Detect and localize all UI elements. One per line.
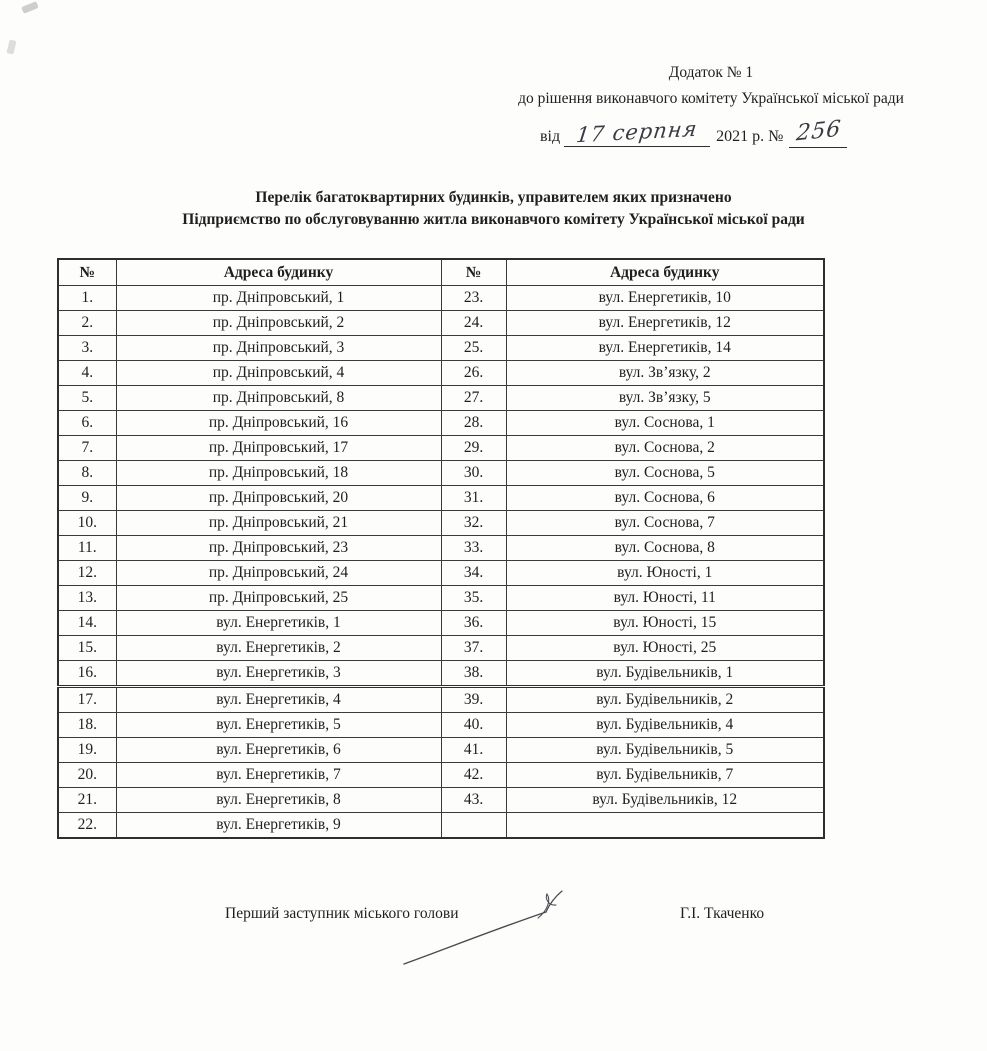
row-number-cell: 11.	[58, 536, 116, 561]
address-cell: вул. Будівельників, 7	[506, 763, 824, 788]
address-cell: вул. Соснова, 7	[506, 511, 824, 536]
table-row	[58, 713, 824, 738]
header-number-col-right: №	[441, 259, 506, 286]
signature-icon	[398, 888, 583, 973]
document-title-line2: Підприємство по обслуговуванню житла виконавчого комітету Української міської ради	[182, 211, 805, 228]
row-number-cell: 32.	[441, 511, 506, 536]
row-number-cell: 40.	[441, 713, 506, 738]
table-row	[58, 636, 824, 661]
row-number-cell: 19.	[58, 738, 116, 763]
row-number-cell: 39.	[441, 687, 506, 713]
row-number-cell: 9.	[58, 486, 116, 511]
address-cell: пр. Дніпровський, 20	[116, 486, 441, 511]
address-cell: вул. Енергетиків, 2	[116, 636, 441, 661]
address-cell: пр. Дніпровський, 8	[116, 386, 441, 411]
row-number-cell: 7.	[58, 436, 116, 461]
row-number-cell: 22.	[58, 813, 116, 839]
row-number-cell: 4.	[58, 361, 116, 386]
row-number-cell: 30.	[441, 461, 506, 486]
row-number-cell: 36.	[441, 611, 506, 636]
signer-position-title: Перший заступник міського голови	[225, 905, 459, 922]
row-number-cell: 17.	[58, 687, 116, 713]
table-row	[58, 738, 824, 763]
address-cell: вул. Енергетиків, 5	[116, 713, 441, 738]
address-cell: вул. Енергетиків, 14	[506, 336, 824, 361]
document-title-line1: Перелік багатоквартирних будинків, управителем яких призначено	[255, 189, 732, 206]
address-cell: пр. Дніпровський, 24	[116, 561, 441, 586]
address-cell: вул. Соснова, 6	[506, 486, 824, 511]
address-cell: вул. Соснова, 8	[506, 536, 824, 561]
scan-artifact-speck	[21, 1, 38, 13]
table-header-row	[58, 259, 824, 286]
header-address-col-right: Адреса будинку	[506, 259, 824, 286]
date-prefix: від	[540, 128, 561, 145]
address-cell: вул. Енергетиків, 9	[116, 813, 441, 839]
address-cell: вул. Зв’язку, 5	[506, 386, 824, 411]
address-cell: вул. Будівельників, 4	[506, 713, 824, 738]
address-cell: вул. Будівельників, 5	[506, 738, 824, 763]
table-row	[58, 336, 824, 361]
table-row	[58, 461, 824, 486]
row-number-cell: 8.	[58, 461, 116, 486]
row-number-cell: 2.	[58, 311, 116, 336]
row-number-cell: 12.	[58, 561, 116, 586]
address-cell: вул. Юності, 25	[506, 636, 824, 661]
address-cell: пр. Дніпровський, 23	[116, 536, 441, 561]
address-cell: пр. Дніпровський, 18	[116, 461, 441, 486]
row-number-cell: 33.	[441, 536, 506, 561]
header-address-col-left: Адреса будинку	[116, 259, 441, 286]
row-number-cell	[441, 813, 506, 839]
row-number-cell: 28.	[441, 411, 506, 436]
row-number-cell: 18.	[58, 713, 116, 738]
row-number-cell: 3.	[58, 336, 116, 361]
row-number-cell: 35.	[441, 586, 506, 611]
address-cell: вул. Енергетиків, 10	[506, 286, 824, 311]
address-cell: вул. Будівельників, 1	[506, 661, 824, 687]
address-cell: пр. Дніпровський, 21	[116, 511, 441, 536]
address-cell	[506, 813, 824, 839]
address-cell: вул. Будівельників, 12	[506, 788, 824, 813]
row-number-cell: 37.	[441, 636, 506, 661]
table-row	[58, 486, 824, 511]
address-cell: вул. Зв’язку, 2	[506, 361, 824, 386]
appendix-block	[485, 60, 937, 113]
appendix-reference-line: до рішення виконавчого комітету Української міської ради	[518, 90, 904, 108]
address-cell: пр. Дніпровський, 4	[116, 361, 441, 386]
table-row	[58, 411, 824, 436]
address-table-body	[58, 286, 824, 839]
table-row	[58, 687, 824, 713]
table-row	[58, 661, 824, 687]
row-number-cell: 16.	[58, 661, 116, 687]
handwritten-number: 256	[795, 116, 843, 147]
row-number-cell: 5.	[58, 386, 116, 411]
row-number-cell: 24.	[441, 311, 506, 336]
table-row	[58, 361, 824, 386]
row-number-cell: 1.	[58, 286, 116, 311]
address-cell: вул. Енергетиків, 3	[116, 661, 441, 687]
address-cell: вул. Юності, 11	[506, 586, 824, 611]
document-title	[0, 187, 987, 231]
row-number-cell: 21.	[58, 788, 116, 813]
address-cell: пр. Дніпровський, 25	[116, 586, 441, 611]
address-cell: вул. Енергетиків, 7	[116, 763, 441, 788]
table-row	[58, 511, 824, 536]
address-cell: вул. Соснова, 2	[506, 436, 824, 461]
address-cell: вул. Енергетиків, 1	[116, 611, 441, 636]
table-row	[58, 286, 824, 311]
address-cell: вул. Енергетиків, 4	[116, 687, 441, 713]
table-row	[58, 813, 824, 839]
scan-artifact-speck	[6, 39, 16, 54]
row-number-cell: 43.	[441, 788, 506, 813]
address-cell: вул. Енергетиків, 6	[116, 738, 441, 763]
row-number-cell: 27.	[441, 386, 506, 411]
table-row	[58, 311, 824, 336]
appendix-number-line: Додаток № 1	[668, 64, 754, 81]
row-number-cell: 15.	[58, 636, 116, 661]
address-cell: вул. Соснова, 1	[506, 411, 824, 436]
table-row	[58, 788, 824, 813]
row-number-cell: 31.	[441, 486, 506, 511]
row-number-cell: 34.	[441, 561, 506, 586]
date-line	[540, 116, 847, 148]
address-cell: вул. Юності, 15	[506, 611, 824, 636]
signer-name: Г.І. Ткаченко	[680, 905, 765, 922]
row-number-cell: 20.	[58, 763, 116, 788]
table-row	[58, 436, 824, 461]
address-cell: пр. Дніпровський, 2	[116, 311, 441, 336]
row-number-cell: 10.	[58, 511, 116, 536]
address-cell: вул. Юності, 1	[506, 561, 824, 586]
table-row	[58, 536, 824, 561]
date-suffix: 2021 р. №	[716, 128, 784, 145]
table-row	[58, 586, 824, 611]
address-cell: пр. Дніпровський, 17	[116, 436, 441, 461]
row-number-cell: 42.	[441, 763, 506, 788]
address-cell: пр. Дніпровський, 16	[116, 411, 441, 436]
handwritten-date: 17 серпня	[575, 116, 700, 148]
address-cell: вул. Соснова, 5	[506, 461, 824, 486]
row-number-cell: 23.	[441, 286, 506, 311]
handwritten-date-slot	[564, 116, 710, 148]
header-number-col-left: №	[58, 259, 116, 286]
row-number-cell: 6.	[58, 411, 116, 436]
table-row	[58, 611, 824, 636]
table-row	[58, 763, 824, 788]
address-cell: пр. Дніпровський, 3	[116, 336, 441, 361]
address-cell: пр. Дніпровський, 1	[116, 286, 441, 311]
table-row	[58, 561, 824, 586]
table-row	[58, 386, 824, 411]
row-number-cell: 38.	[441, 661, 506, 687]
row-number-cell: 29.	[441, 436, 506, 461]
handwritten-number-slot	[789, 116, 847, 148]
address-cell: вул. Будівельників, 2	[506, 687, 824, 713]
row-number-cell: 14.	[58, 611, 116, 636]
address-cell: вул. Енергетиків, 8	[116, 788, 441, 813]
address-table	[57, 258, 825, 839]
row-number-cell: 26.	[441, 361, 506, 386]
row-number-cell: 41.	[441, 738, 506, 763]
address-cell: вул. Енергетиків, 12	[506, 311, 824, 336]
row-number-cell: 13.	[58, 586, 116, 611]
row-number-cell: 25.	[441, 336, 506, 361]
